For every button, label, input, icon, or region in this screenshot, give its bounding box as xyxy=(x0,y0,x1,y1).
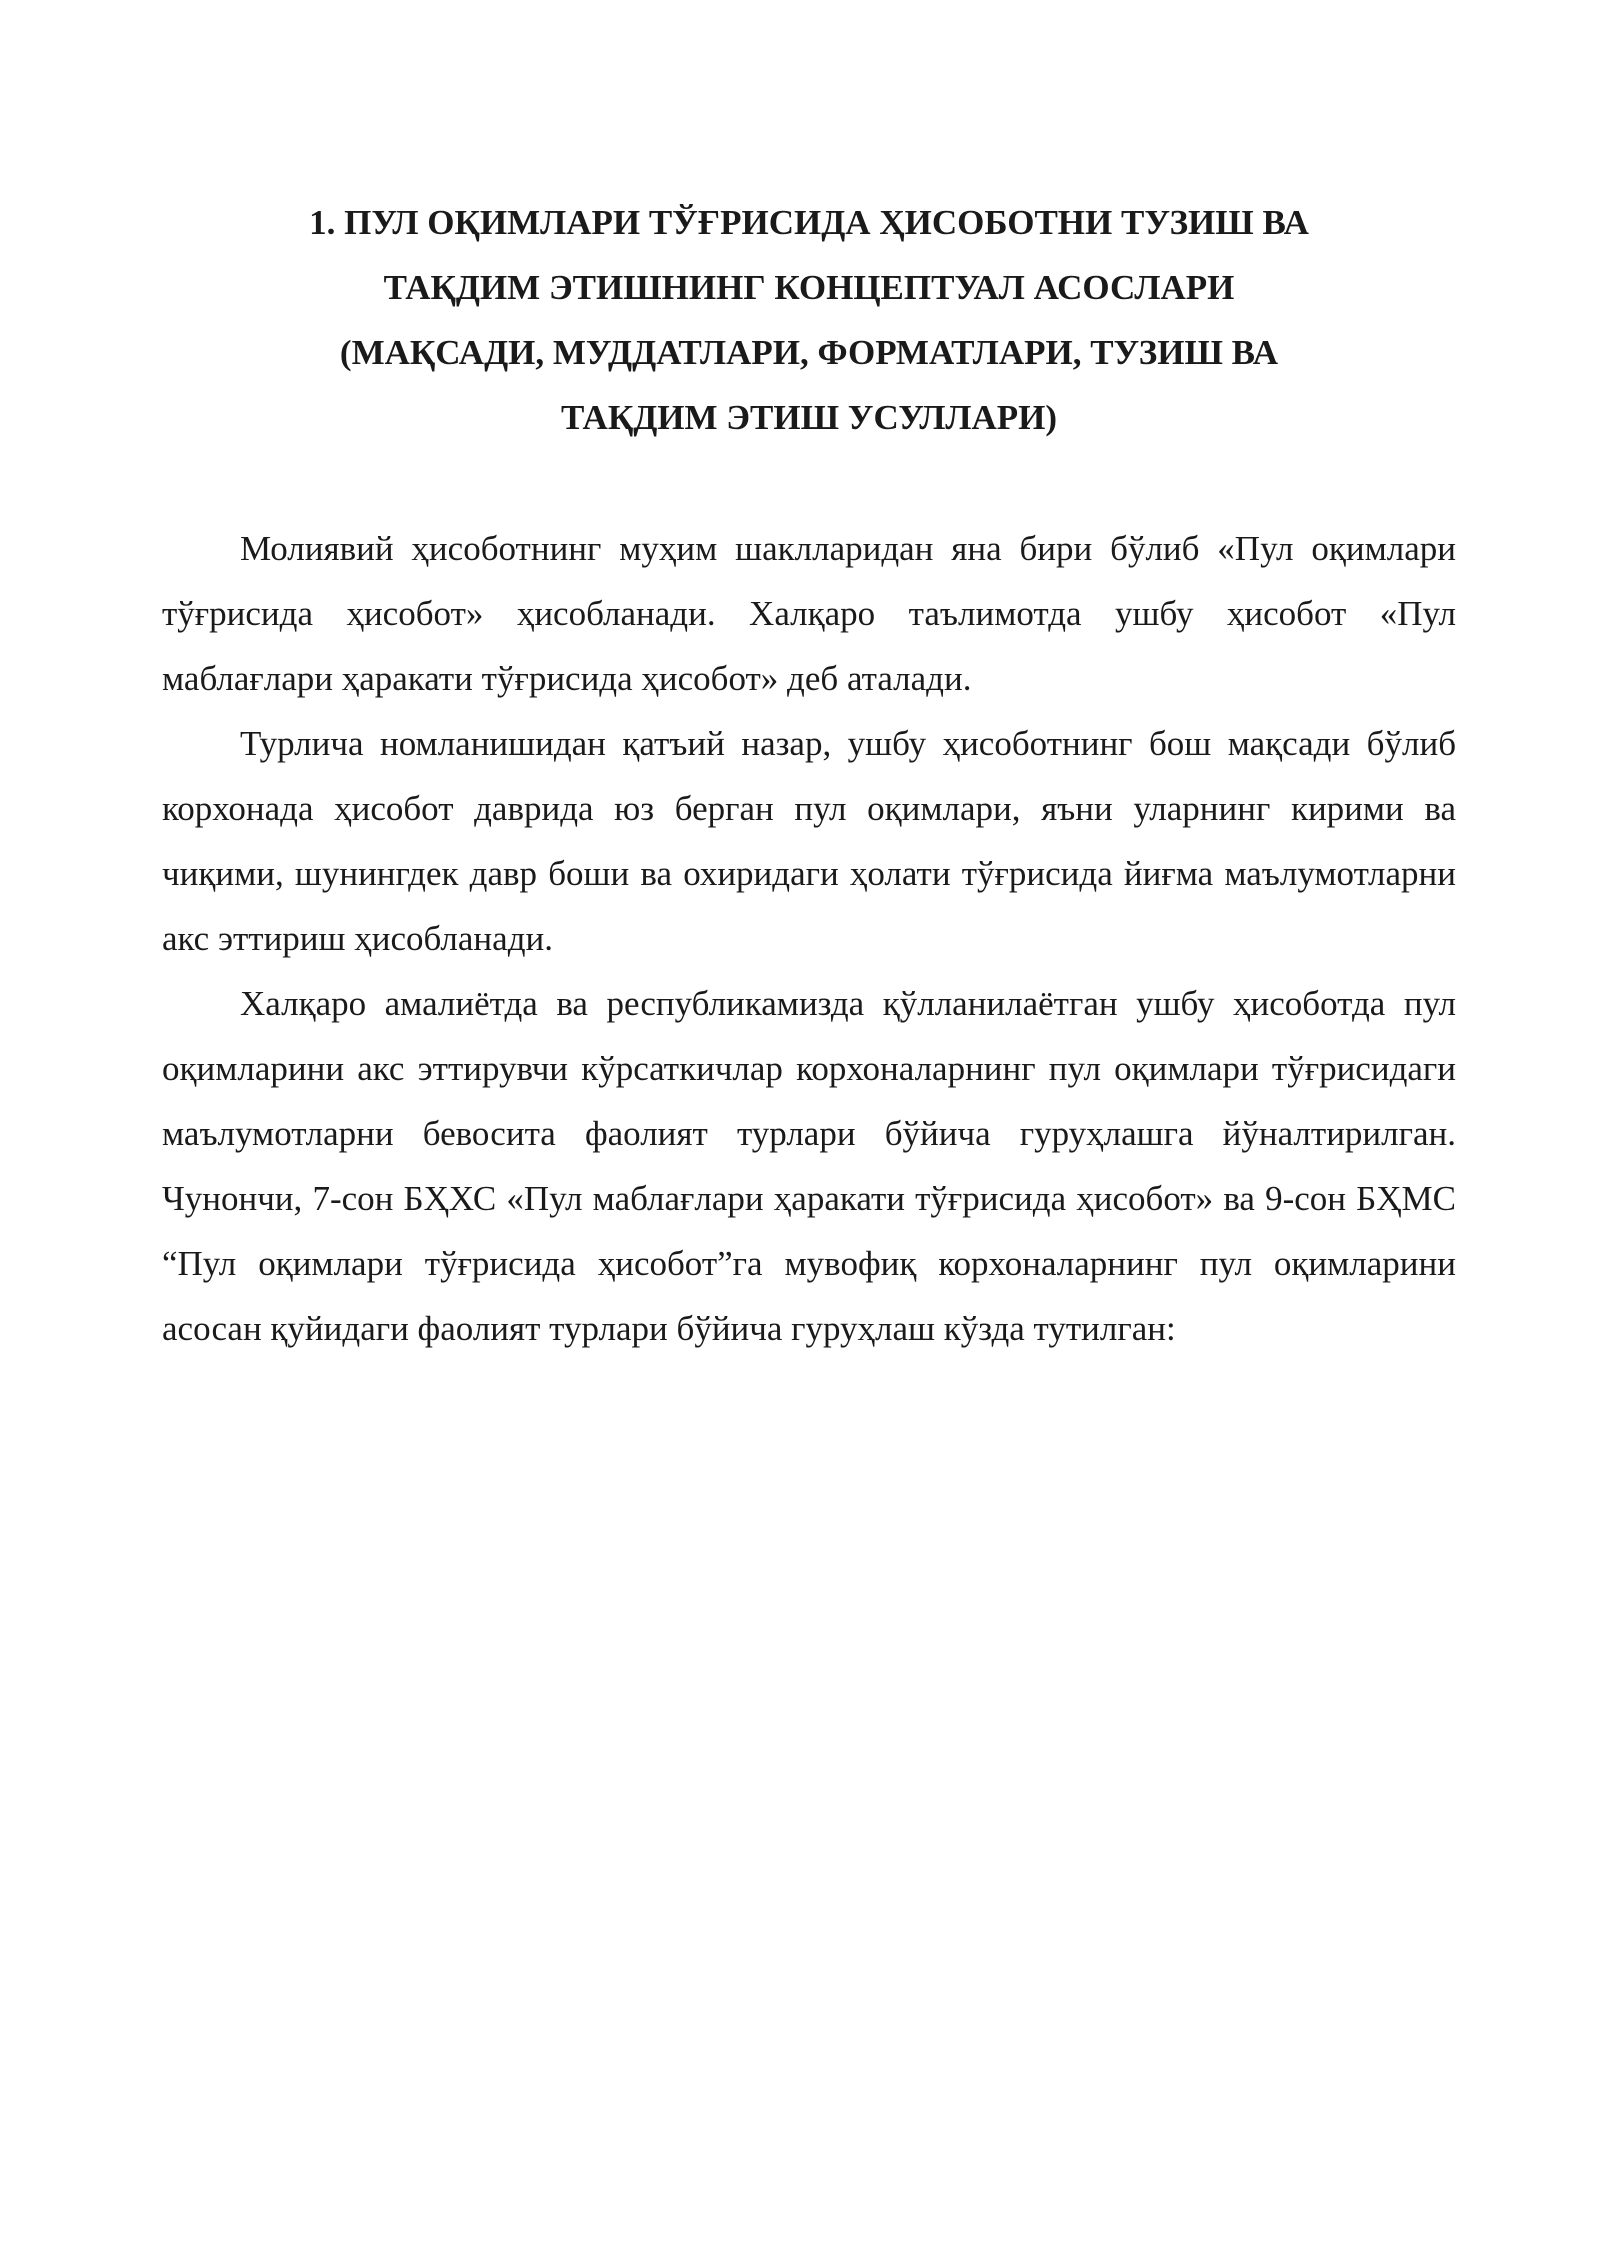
paragraph-3: Халқаро амалиётда ва республикамизда қўлланилаётган ушбу ҳисоботда пул оқимларини акс эттирувчи кўрсаткичлар корхоналарнинг пул оқимлари тўғрисидаги маълумотларни бевосита фаолият турлари бўйича гуруҳлашга йўналтирилган. Чунончи, 7-сон БҲХС «Пул маблағлари ҳаракати тўғрисида ҳисобот» ва 9-сон БҲМС “Пул оқимлари тўғрисида ҳисобот”га мувофиқ корхоналарнинг пул оқимларини асосан қуйидаги фаолият турлари бўйича гуруҳлаш кўзда тутилган: xyxy=(162,984,1456,1348)
heading-line-3: (МАҚСАДИ, МУДДАТЛАРИ, ФОРМАТЛАРИ, ТУЗИШ ВА xyxy=(339,333,1279,372)
paragraph-1: Молиявий ҳисоботнинг муҳим шаклларидан яна бири бўлиб «Пул оқимлари тўғрисида ҳисобот» ҳисобланади. Халқаро таълимотда ушбу ҳисобот «Пул маблағлари ҳаракати тўғрисида ҳисобот» деб аталади. xyxy=(162,529,1456,698)
heading-line-1: 1. ПУЛ ОҚИМЛАРИ ТЎҒРИСИДА ҲИСОБОТНИ ТУЗИШ ВА xyxy=(309,203,1309,242)
page-content xyxy=(162,190,1456,1361)
paragraph-2: Турлича номланишидан қатъий назар, ушбу ҳисоботнинг бош мақсади бўлиб корхонада ҳисобот даврида юз берган пул оқимлари, яъни уларнинг кирими ва чиқими, шунингдек давр боши ва охиридаги ҳолати тўғрисида йиғма маълумотларни акс эттириш ҳисобланади. xyxy=(162,724,1456,958)
heading-line-4: ТАҚДИМ ЭТИШ УСУЛЛАРИ) xyxy=(560,398,1058,437)
section-heading xyxy=(162,190,1456,450)
heading-line-2: ТАҚДИМ ЭТИШНИНГ КОНЦЕПТУАЛ АСОСЛАРИ xyxy=(383,268,1235,307)
body-text xyxy=(162,516,1456,1361)
